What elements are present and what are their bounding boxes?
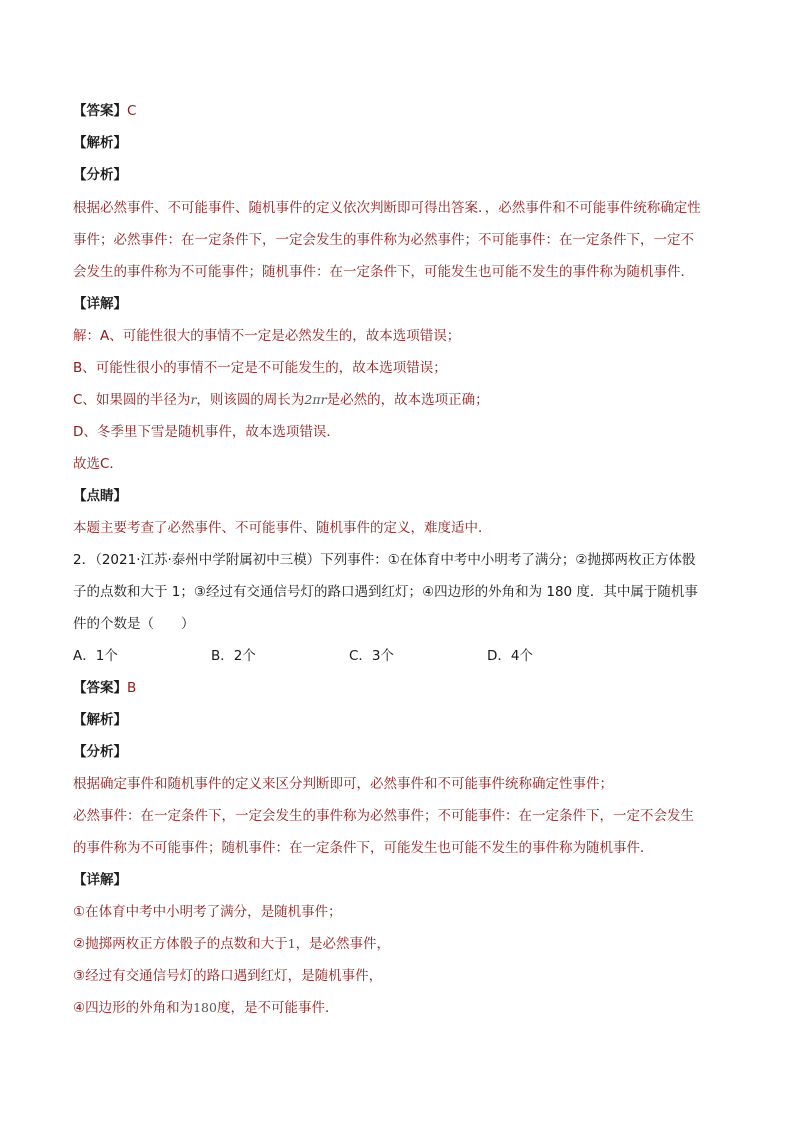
question-2-options (73, 646, 723, 666)
fenxi-text-1-line-3: 会发生的事件称为不可能事件；随机事件：在一定条件下，可能发生也可能不发生的事件称为随机事件． (73, 264, 694, 280)
analysis-tag-1: 【解析】 (73, 135, 127, 151)
comment-text-1: 本题主要考查了必然事件、不可能事件、随机事件的定义，难度适中． (73, 520, 492, 536)
fenxi-text-2-line-3: 的事件称为不可能事件；随机事件：在一定条件下，可能发生也可能不发生的事件称为随机事件． (73, 840, 654, 856)
answer-value-2: B (127, 680, 137, 696)
detail-conclusion: 故选C． (73, 456, 123, 472)
detail-item-1: ①在体育中考中小明考了满分，是随机事件； (73, 904, 342, 920)
math-r: r (190, 392, 197, 407)
detail-tag-2: 【详解】 (73, 872, 127, 888)
detail-line-b: B、可能性很小的事情不一定是不可能发生的，故本选项错误； (73, 360, 447, 376)
option-d: D．4个 (487, 648, 533, 664)
fenxi-tag-1: 【分析】 (73, 167, 127, 183)
answer-value: C (127, 103, 137, 119)
fenxi-text-1-line-2: 事件；必然事件：在一定条件下，一定会发生的事件称为必然事件；不可能事件：在一定条件下，一定不 (73, 232, 694, 248)
detail-line-a: 解：A、可能性很大的事情不一定是必然发生的，故本选项错误； (73, 328, 461, 344)
fenxi-text-1-line-1: 根据必然事件、不可能事件、随机事件的定义依次判断即可得出答案．，必然事件和不可能事件统称确定性 (73, 200, 701, 216)
detail-line-c: C、如果圆的半径为r，则该圆的周长为2πr是必然的，故本选项正确； (73, 392, 489, 408)
question-2-line-3: 件的个数是（ ） (73, 616, 195, 632)
option-b: B．2个 (211, 648, 256, 664)
answer-line-1 (73, 101, 136, 121)
detail-line-d: D、冬季里下雪是随机事件，故本选项错误． (73, 424, 340, 440)
analysis-tag-2: 【解析】 (73, 712, 127, 728)
option-a: A．1个 (73, 648, 118, 664)
question-2-line-2: 子的点数和大于 1；③经过有交通信号灯的路口遇到红灯；④四边形的外角和为 180 度．其中属于随机事 (73, 584, 698, 600)
comment-tag-1: 【点睛】 (73, 488, 127, 504)
answer-tag: 【答案】 (73, 103, 127, 119)
option-c: C．3个 (349, 648, 395, 664)
answer-line-2: 【答案】B (73, 680, 137, 696)
detail-tag-1: 【详解】 (73, 296, 127, 312)
fenxi-text-2-line-2: 必然事件：在一定条件下，一定会发生的事件称为必然事件；不可能事件：在一定条件下，一定不会发生 (73, 808, 694, 824)
math-2pir: 2πr (304, 392, 327, 407)
detail-item-2: ②抛掷两枚正方体骰子的点数和大于1，是必然事件， (73, 936, 391, 952)
fenxi-text-2-line-1: 根据确定事件和随机事件的定义来区分判断即可，必然事件和不可能事件统称确定性事件； (73, 776, 613, 792)
question-2-line-1: 2．（2021·江苏·泰州中学附属初中三模）下列事件：①在体育中考中小明考了满分；②抛掷两枚正方体骰 (73, 552, 696, 568)
detail-item-4: ④四边形的外角和为180度，是不可能事件． (73, 1000, 339, 1016)
fenxi-tag-2: 【分析】 (73, 744, 127, 760)
detail-item-3: ③经过有交通信号灯的路口遇到红灯，是随机事件， (73, 968, 383, 984)
